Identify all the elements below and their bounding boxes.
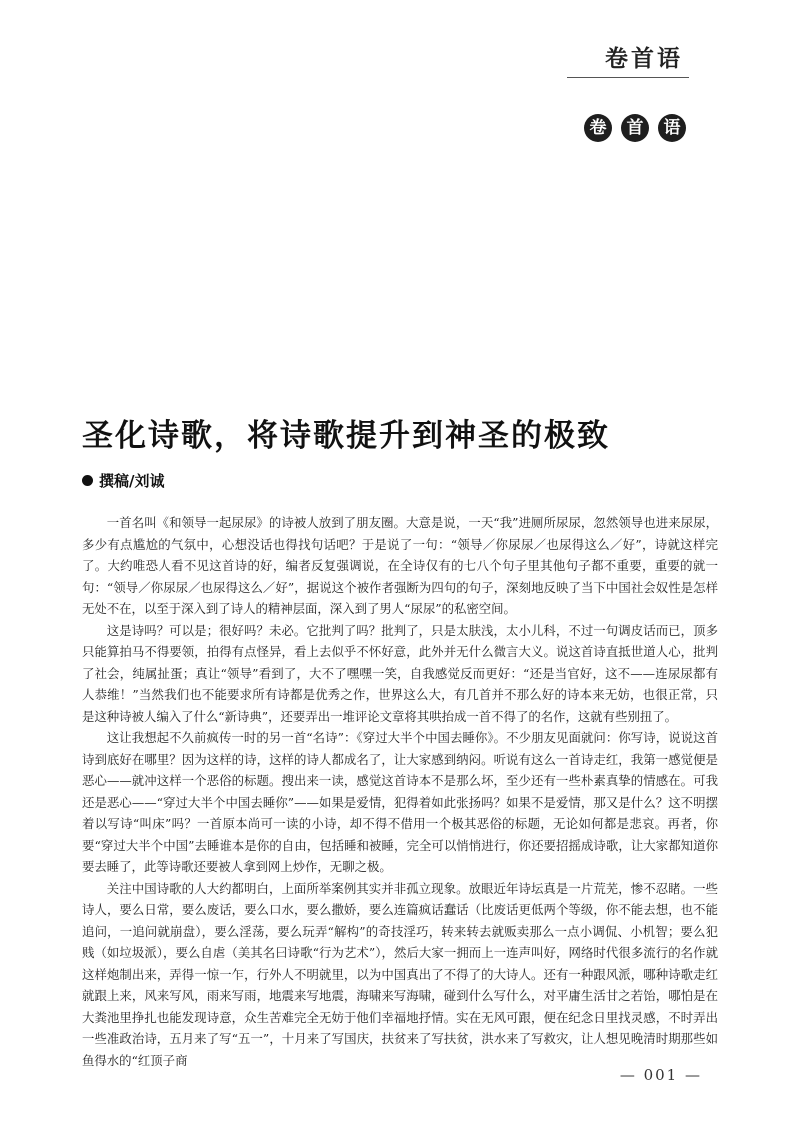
page-number: — 001 — bbox=[619, 1066, 702, 1084]
badge-char: 卷 bbox=[584, 114, 612, 142]
header-section-label: 卷首语 bbox=[605, 45, 683, 72]
body-paragraph: 这是诗吗？可以是；很好吗？未必。它批判了吗？批判了，只是太肤浅，太小儿科，不过一句调皮话而已，顶多只能算拍马不得要领，拍得有点怪异，看上去似乎不怀好意，此外并无什么微言大义。说这首诗直抵世道人心，批判了社会，纯属扯蛋；真让“领导”看到了，大不了嘿嘿一笑，自我感觉反而更好：“还是当官好，这不——连尿尿都有人恭维！”当然我们也不能要求所有诗都是优秀之作，世界这么大，有几首并不那么好的诗本来无妨，也很正常，只是这种诗被人编入了什么“新诗典”，还要弄出一堆评论文章将其哄抬成一首不得了的名作，这就有些别扭了。 bbox=[82, 622, 718, 724]
body-paragraph: 关注中国诗歌的人大约都明白，上面所举案例其实并非孤立现象。放眼近年诗坛真是一片荒芜，惨不忍睹。一些诗人，要么日常，要么废话，要么口水，要么撒娇，要么连篇疯话蠢话（比废话更低两个等级，你不能去想，也不能追问，一追问就崩盘），要么淫荡，要么玩弄“解构”的奇技淫巧，转来转去就贩卖那么一点小调侃、小机智；要么犯贱（如垃圾派），要么自虐（美其名曰诗歌“行为艺术”），然后大家一拥而上一连声叫好，网络时代很多流行的名作就这样炮制出来，弄得一惊一乍，行外人不明就里，以为中国真出了不得了的大诗人。还有一种跟风派，哪种诗歌走红就跟上来，风来写风，雨来写雨，地震来写地震，海啸来写海啸，碰到什么写什么，对平庸生活甘之若饴，哪怕是在大粪池里挣扎也能发现诗意，众生苦难完全无妨于他们幸福地抒情。实在无风可跟，便在纪念日里找灵感，不时弄出一些准政治诗，五月来了写“五一”，十月来了写国庆，扶贫来了写扶贫，洪水来了写救灾，让人想见晚清时期那些如鱼得水的“红顶子商 bbox=[82, 880, 718, 1068]
bullet-dot-icon bbox=[82, 475, 93, 486]
article-body bbox=[82, 512, 718, 1071]
body-paragraph: 这让我想起不久前疯传一时的另一首“名诗”：《穿过大半个中国去睡你》。不少朋友见面就问：你写诗，说说这首诗到底好在哪里？因为这样的诗，这样的诗人都成名了，让大家感到纳闷。听说有这么一首诗走红，我第一感觉便是恶心——就冲这样一个恶俗的标题。搜出来一读，感觉这首诗本不是那么坏，至少还有一些朴素真挚的情感在。可我还是恶心——“穿过大半个中国去睡你”——如果是爱情，犯得着如此张扬吗？如果不是爱情，那又是什么？这不明摆着以写诗“叫床”吗？一首原本尚可一读的小诗，却不得不借用一个极其恶俗的标题，无论如何都是悲哀。再者，你要“穿过大半个中国”去睡谁本是你的自由，包括睡和被睡，完全可以悄悄进行，你还要招摇成诗歌，让大家都知道你要去睡了，此等诗歌还要被人拿到网上炒作，无聊之极。 bbox=[82, 730, 718, 874]
byline-text: 撰稿/刘诚 bbox=[99, 472, 165, 490]
section-badge bbox=[584, 114, 686, 142]
byline bbox=[82, 470, 164, 491]
header-rule bbox=[567, 77, 689, 78]
body-paragraph: 一首名叫《和领导一起尿尿》的诗被人放到了朋友圈。大意是说，一天“我”进厕所尿尿，忽然领导也进来尿尿，多少有点尴尬的气氛中，心想没话也得找句话吧？于是说了一句：“领导／你尿尿／也尿得这么／好”，诗就这样完了。大约唯恐人看不见这首诗的好，编者反复强调说，在全诗仅有的七八个句子里其他句子都不重要，重要的就一句：“领导／你尿尿／也尿得这么／好”，据说这个被作者强断为四句的句子，深刻地反映了当下中国社会奴性是怎样无处不在，以至于深入到了诗人的精神层面，深入到了男人“尿尿”的私密空间。 bbox=[82, 515, 718, 616]
badge-char: 首 bbox=[621, 114, 649, 142]
article-title: 圣化诗歌，将诗歌提升到神圣的极致 bbox=[82, 418, 610, 454]
badge-char: 语 bbox=[658, 114, 686, 142]
